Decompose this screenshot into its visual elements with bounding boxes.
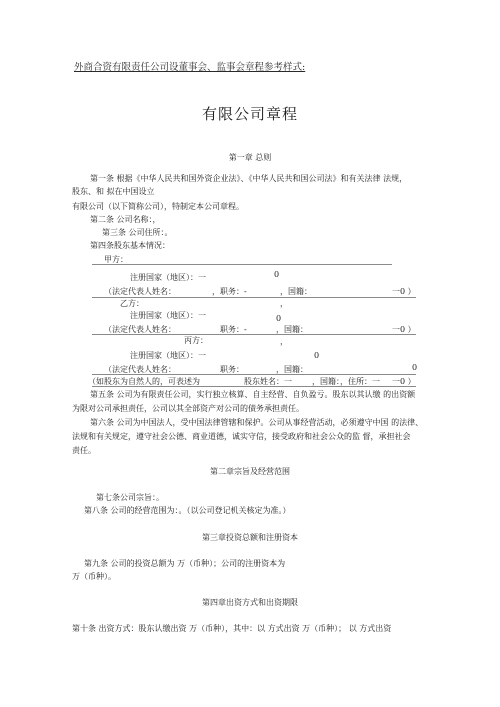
- party-b-label: 乙方：: [120, 299, 144, 308]
- document-title: 有限公司章程: [201, 105, 298, 123]
- party-b-country: 注册国家（地区）：一: [130, 311, 206, 320]
- natural-person-note-c: ，国籍：，住所：一: [312, 377, 380, 386]
- party-b-duty: 职务：-: [220, 325, 247, 334]
- party-a-zero: 0: [274, 270, 280, 279]
- party-c-duty: 职务：: [220, 365, 244, 374]
- article-5-line-2: 为限对公司承担责任，公司以其全部资产对公司的债务承担责任。: [72, 404, 304, 413]
- party-a-rep: （法定代表人姓名：: [104, 287, 176, 296]
- article-9-line-1: 第九条 公司的投资总额为 万（币种）；公司的注册资本为: [84, 559, 286, 568]
- party-c-label: 丙方：: [184, 336, 208, 345]
- article-1-line-2: 股东、和 拟在中国设立: [72, 187, 155, 196]
- party-a-duty: ，职务：-: [212, 287, 247, 296]
- article-10: 第十条 出资方式：股东认缴出资 万（币种），其中：以 方式出资 万（币种）； 以 方式出资: [72, 624, 392, 633]
- party-a-nationality: ，国籍：: [280, 287, 312, 296]
- article-5-line-1: 第五条 公司为有限责任公司，实行独立核算、自主经营、自负盈亏。股东以其认缴 的出资额: [90, 390, 416, 399]
- party-c-zero: 0: [314, 351, 320, 360]
- article-7: 第七条公司宗旨：。: [96, 493, 164, 502]
- article-1-line-1: 第一条 根据《中华人民共和国外资企业法》、《中华人民共和国公司法》和有关法律 法规，: [90, 174, 408, 183]
- natural-person-note-b: 股东姓名：一: [244, 377, 292, 386]
- party-b-comma: ，: [280, 299, 288, 308]
- natural-person-note-a: （如股东为自然人的，可表述为: [88, 377, 200, 386]
- party-b-rep: （法定代表人姓名：: [104, 325, 176, 334]
- party-b-zero: 0: [276, 314, 282, 323]
- chapter-1-title: 第一章 总则: [228, 153, 272, 162]
- party-b-nationality: ，国籍：: [276, 325, 308, 334]
- party-a-end: 一0 ）: [392, 287, 416, 296]
- article-8: 第八条 公司的经营范围为：。（以公司登记机关核定为准。）: [84, 506, 291, 515]
- chapter-2-title: 第二章宗旨及经营范围: [210, 467, 290, 476]
- party-a-label: 甲方：: [104, 255, 128, 264]
- chapter-3-title: 第三章投资总额和注册资本: [202, 533, 298, 542]
- party-b-end: 一0 ）: [392, 325, 416, 334]
- party-a-rule: [92, 264, 392, 265]
- article-4: 第四条股东基本情况：: [90, 241, 170, 250]
- party-c-country: 注册国家（地区）：一: [130, 351, 206, 360]
- article-6-line-1: 第六条 公司为中国法人，受中国法律管辖和保护。公司从事经营活动，必须遵守中国 的法律、: [90, 418, 424, 427]
- party-c-rule: [92, 374, 416, 375]
- article-1-line-3: 有限公司（以下简称公司），特制定本公司章程。: [72, 202, 244, 211]
- article-3: 第三条 公司住所：。: [102, 228, 173, 237]
- party-a-country: 注册国家（地区）：一: [130, 273, 206, 282]
- article-6-line-3: 责任。: [72, 446, 96, 455]
- article-9-line-2: 万（币种）。: [72, 572, 116, 581]
- article-2: 第二条 公司名称：，: [90, 215, 161, 224]
- natural-person-note-d: 一0 ）: [392, 377, 416, 386]
- party-c-zero-2: 0: [412, 363, 418, 372]
- article-6-line-2: 法规和有关规定，遵守社会公德、商业道德，诚实守信，接受政府和社会公众的监 督，承担社会: [72, 432, 411, 441]
- party-b-rule: [92, 334, 416, 335]
- chapter-4-title: 第四章出资方式和出资期限: [202, 598, 298, 607]
- party-c-comma: ，: [280, 337, 288, 346]
- party-c-nationality: ，国籍：: [276, 365, 308, 374]
- note-rule: [92, 386, 416, 387]
- party-c-rep: （法定代表人姓名：: [104, 365, 176, 374]
- document-header: 外商合资有限责任公司设董事会、监事会章程参考样式:: [74, 62, 306, 73]
